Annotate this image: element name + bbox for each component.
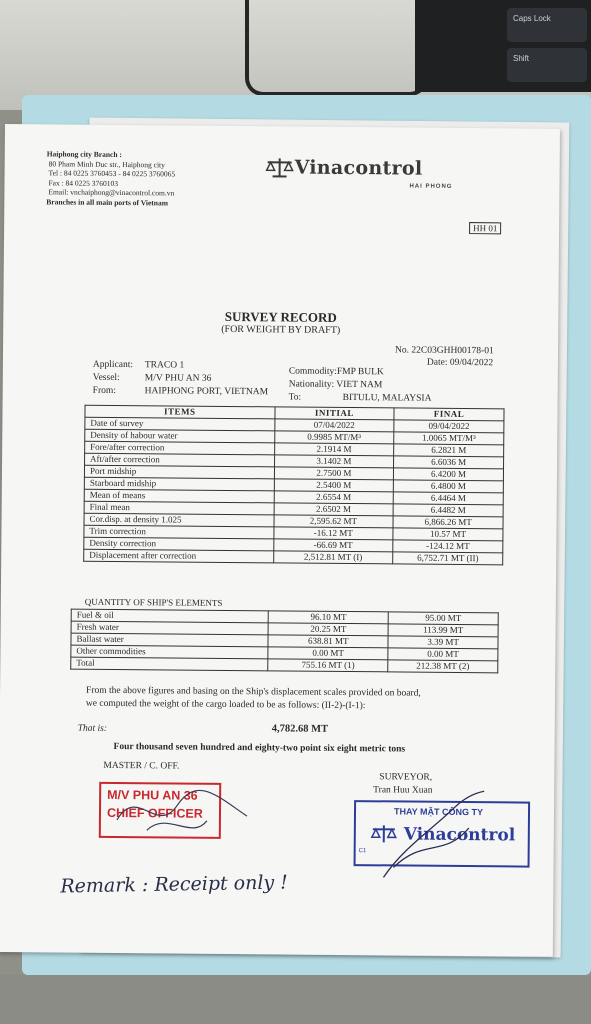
initial-cell: 20.25 MT	[269, 623, 389, 636]
initial-cell: 2.5400 M	[274, 479, 394, 492]
branch-street: 80 Pham Minh Duc str., Haiphong city	[48, 158, 165, 169]
logo-subtitle: HAI PHONG	[409, 183, 453, 190]
caps-lock-key	[507, 8, 587, 42]
final-cell: 6.2821 M	[394, 444, 504, 457]
blue-stamp-code: C1	[358, 848, 367, 855]
final-cell: 1.0065 MT/M³	[394, 432, 504, 445]
conclusion-text: From the above figures and basing on the Ship's displacement scales provided on board,	[86, 685, 421, 699]
initial-cell: 2.7500 M	[274, 467, 394, 480]
from-label: From:	[92, 385, 116, 396]
final-cell: 6.4800 M	[394, 480, 504, 493]
record-number: No. 22C03GHH00178-01	[394, 345, 494, 357]
initial-cell: 0.9985 MT/M³	[274, 431, 394, 444]
final-cell: 113.99 MT	[388, 624, 498, 637]
item-cell: Ballast water	[71, 633, 269, 647]
initial-cell: 2.6554 M	[274, 491, 394, 504]
initial-cell: 2,595.62 MT	[274, 515, 394, 528]
item-cell: Fore/after correction	[85, 441, 275, 455]
item-cell: Density correction	[84, 537, 274, 551]
final-cell: 6.4464 M	[393, 492, 503, 505]
final-cell: 6,866.26 MT	[393, 516, 503, 529]
item-cell: Port midship	[84, 465, 274, 479]
shift-key	[507, 48, 587, 82]
blue-stamp-line: THAY MẶT CÔNG TY	[393, 806, 484, 818]
that-is-label: That is:	[77, 723, 108, 734]
final-cell: 6.4200 M	[394, 468, 504, 481]
vessel-label: Vessel:	[92, 372, 120, 384]
shift-label: Shift	[513, 54, 530, 63]
red-stamp-line: M/V PHU AN 36	[107, 787, 198, 803]
initial-cell: 2.1914 M	[274, 443, 394, 456]
cargo-weight: 4,782.68 MT	[271, 723, 329, 735]
caps-lock-label: Caps Lock	[513, 14, 551, 23]
final-cell: 09/04/2022	[394, 420, 504, 433]
final-cell: 0.00 MT	[388, 648, 498, 661]
survey-document	[0, 124, 560, 957]
item-cell: Starboard midship	[84, 477, 274, 491]
branch-address	[46, 149, 175, 207]
final-cell: -124.12 MT	[393, 540, 503, 553]
initial-cell: -16.12 MT	[273, 527, 393, 540]
document-subtitle: (FOR WEIGHT BY DRAFT)	[221, 323, 341, 336]
red-stamp-line: CHIEF OFFICER	[106, 805, 203, 821]
item-cell: Mean of means	[84, 489, 274, 503]
final-cell: 6.6036 M	[394, 456, 504, 469]
item-cell: Trim correction	[84, 525, 274, 539]
final-cell: 3.39 MT	[388, 636, 498, 649]
initial-cell: 638.81 MT	[268, 635, 388, 648]
document-title: SURVEY RECORD	[224, 308, 337, 325]
keyboard	[415, 0, 591, 92]
initial-cell: -66.69 MT	[273, 539, 393, 552]
cargo-weight-words: Four thousand seven hundred and eighty-two point six eight metric tons	[113, 741, 406, 755]
initial-cell: 0.00 MT	[268, 647, 388, 660]
vessel-value: M/V PHU AN 36	[144, 373, 212, 384]
initial-cell: 755.16 MT (1)	[268, 659, 388, 672]
final-cell: 6,752.71 MT (II)	[393, 552, 503, 565]
item-cell: Cor.disp. at density 1.025	[84, 513, 274, 527]
to-value: BITULU, MALAYSIA	[342, 392, 432, 404]
cable	[245, 0, 428, 96]
applicant-value: TRACO 1	[144, 360, 185, 371]
column-header: INITIAL	[274, 407, 394, 420]
branch-title: Haiphong city Branch :	[46, 149, 122, 160]
elements-caption: QUANTITY OF SHIP'S ELEMENTS	[84, 596, 223, 608]
branch-fax: Fax : 84 0225 3760103	[48, 177, 119, 188]
item-cell: Other commodities	[71, 645, 269, 659]
item-cell: Date of survey	[85, 417, 275, 431]
applicant-label: Applicant:	[92, 359, 134, 371]
blue-stamp-logo: Vinacontrol	[403, 824, 516, 846]
master-signature	[107, 775, 258, 846]
column-header: FINAL	[394, 408, 504, 421]
initial-cell: 2,512.81 MT (I)	[273, 551, 393, 564]
column-header: ITEMS	[85, 405, 275, 419]
handwritten-remark: Remark : Receipt only !	[60, 871, 289, 898]
branch-email: Email: vnchaiphong@vinacontrol.com.vn	[48, 187, 175, 198]
item-cell: Aft/after correction	[85, 453, 275, 467]
final-cell: 95.00 MT	[388, 612, 498, 625]
item-cell: Displacement after correction	[84, 549, 274, 563]
record-date: Date: 09/04/2022	[426, 357, 494, 369]
item-cell: Fresh water	[71, 621, 269, 635]
master-label: MASTER / C. OFF.	[103, 760, 180, 772]
item-cell: Final mean	[84, 501, 274, 515]
final-cell: 212.38 MT (2)	[388, 660, 498, 673]
draft-table	[83, 405, 504, 566]
surveyor-name: Tran Huu Xuan	[373, 785, 433, 796]
from-value: HAIPHONG PORT, VIETNAM	[144, 386, 269, 398]
item-cell: Fuel & oil	[71, 609, 269, 623]
initial-cell: 07/04/2022	[274, 419, 394, 432]
item-cell: Total	[71, 657, 269, 671]
branch-tel: Tel : 84 0225 3760453 - 84 0225 3760065	[48, 168, 176, 179]
initial-cell: 3.1402 M	[274, 455, 394, 468]
surveyor-label: SURVEYOR,	[379, 772, 433, 783]
final-cell: 10.57 MT	[393, 528, 503, 541]
initial-cell: 2.6502 M	[274, 503, 394, 516]
desk-surface	[0, 975, 591, 1024]
company-logo: Vinacontrol	[294, 156, 423, 180]
conclusion-formula: we computed the weight of the cargo loaded to be as follows: (II-2)-(I-1):	[85, 698, 366, 712]
commodity: Commodity:FMP BULK	[288, 366, 384, 378]
branch-note: Branches in all main ports of Vietnam	[46, 196, 169, 207]
elements-table	[70, 609, 499, 674]
form-code: HH 01	[469, 222, 501, 234]
final-cell: 6.4482 M	[393, 504, 503, 517]
initial-cell: 96.10 MT	[269, 611, 389, 624]
item-cell: Density of habour water	[85, 429, 275, 443]
nationality: Nationality: VIET NAM	[288, 379, 383, 391]
to-label: To:	[288, 392, 302, 403]
surveyor-signature	[373, 787, 514, 888]
scales-logo-icon	[265, 156, 295, 178]
